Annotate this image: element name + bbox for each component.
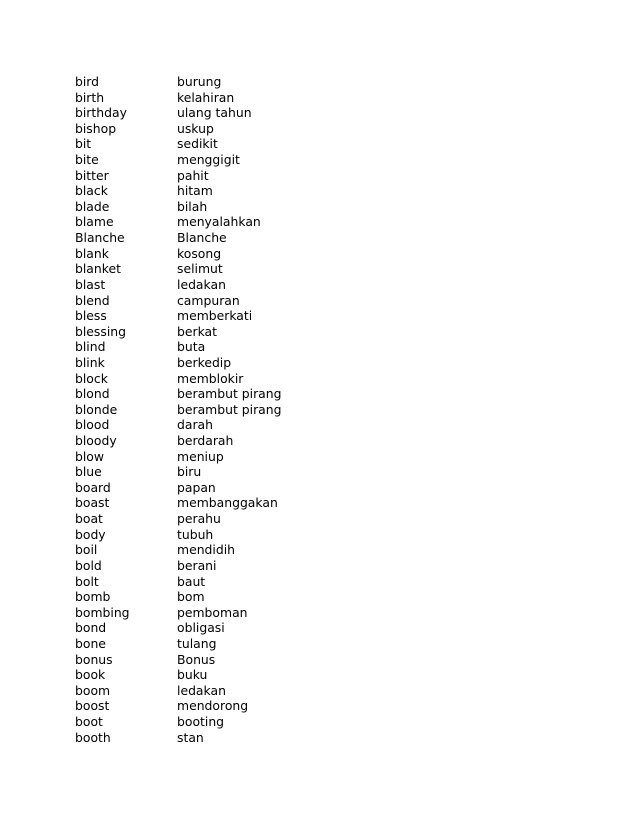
- indonesian-translation: pahit: [177, 167, 209, 183]
- english-word: bonus: [75, 651, 113, 667]
- indonesian-translation: kosong: [177, 245, 222, 261]
- english-word: blank: [75, 245, 109, 261]
- word-row: [75, 277, 281, 293]
- word-row: [75, 464, 281, 480]
- indonesian-translation: berkedip: [177, 354, 232, 370]
- word-row: [75, 574, 281, 590]
- english-word: block: [75, 370, 108, 386]
- word-row: [75, 480, 281, 496]
- word-row: [75, 698, 281, 714]
- indonesian-translation: berani: [177, 557, 217, 573]
- indonesian-translation: menggigit: [177, 152, 240, 168]
- english-word: boil: [75, 542, 98, 558]
- indonesian-translation: burung: [177, 74, 222, 89]
- word-list: [75, 74, 281, 745]
- indonesian-translation: campuran: [177, 292, 240, 308]
- word-row: [75, 152, 281, 168]
- english-word: boom: [75, 682, 111, 698]
- word-row: [75, 386, 281, 402]
- word-row: [75, 199, 281, 215]
- english-word: blessing: [75, 323, 127, 339]
- word-row: [75, 433, 281, 449]
- word-row: [75, 636, 281, 652]
- english-word: boot: [75, 713, 103, 729]
- word-row: [75, 293, 281, 309]
- word-row: [75, 261, 281, 277]
- word-row: [75, 371, 281, 387]
- indonesian-translation: tulang: [177, 635, 217, 651]
- english-word: blonde: [75, 401, 118, 417]
- indonesian-translation: uskup: [177, 120, 214, 136]
- word-row: [75, 605, 281, 621]
- indonesian-translation: berambut pirang: [177, 386, 282, 402]
- indonesian-translation: booting: [177, 713, 225, 729]
- english-word: bond: [75, 620, 107, 636]
- english-word: boast: [75, 495, 110, 511]
- indonesian-translation: hitam: [177, 183, 213, 199]
- english-word: bombing: [75, 604, 130, 620]
- indonesian-translation: berdarah: [177, 433, 234, 449]
- word-row: [75, 402, 281, 418]
- indonesian-translation: menyalahkan: [177, 214, 261, 230]
- word-row: [75, 246, 281, 262]
- english-word: blanket: [75, 261, 121, 277]
- english-word: birthday: [75, 105, 127, 121]
- word-row: [75, 105, 281, 121]
- word-row: [75, 683, 281, 699]
- word-row: [75, 620, 281, 636]
- indonesian-translation: sedikit: [177, 136, 218, 152]
- indonesian-translation: stan: [177, 729, 204, 745]
- word-row: [75, 74, 281, 90]
- english-word: blink: [75, 354, 105, 370]
- english-word: Blanche: [75, 230, 125, 246]
- indonesian-translation: bilah: [177, 198, 208, 214]
- english-word: blame: [75, 214, 114, 230]
- word-row: [75, 168, 281, 184]
- word-row: [75, 308, 281, 324]
- english-word: bishop: [75, 120, 117, 136]
- english-word: bit: [75, 136, 92, 152]
- indonesian-translation: berambut pirang: [177, 401, 282, 417]
- english-word: book: [75, 667, 106, 683]
- english-word: blow: [75, 448, 105, 464]
- word-row: [75, 667, 281, 683]
- english-word: board: [75, 479, 111, 495]
- word-row: [75, 121, 281, 137]
- indonesian-translation: membanggakan: [177, 495, 278, 511]
- word-row: [75, 542, 281, 558]
- indonesian-translation: obligasi: [177, 620, 225, 636]
- english-word: bless: [75, 308, 107, 324]
- indonesian-translation: papan: [177, 479, 216, 495]
- indonesian-translation: selimut: [177, 261, 223, 277]
- word-row: [75, 90, 281, 106]
- indonesian-translation: Bonus: [177, 651, 216, 667]
- indonesian-translation: memberkati: [177, 308, 253, 324]
- word-row: [75, 355, 281, 371]
- english-word: bolt: [75, 573, 99, 589]
- word-row: [75, 589, 281, 605]
- english-word: blind: [75, 339, 106, 355]
- indonesian-translation: ledakan: [177, 276, 226, 292]
- english-word: blast: [75, 276, 106, 292]
- indonesian-translation: baut: [177, 573, 206, 589]
- word-row: [75, 324, 281, 340]
- indonesian-translation: biru: [177, 464, 202, 480]
- english-word: blood: [75, 417, 110, 433]
- english-word: birth: [75, 89, 105, 105]
- indonesian-translation: buku: [177, 667, 208, 683]
- english-word: black: [75, 183, 108, 199]
- english-word: body: [75, 526, 106, 542]
- english-word: bite: [75, 152, 99, 168]
- english-word: bone: [75, 635, 106, 651]
- english-word: bloody: [75, 433, 117, 449]
- english-word: bomb: [75, 589, 111, 605]
- word-row: [75, 730, 281, 746]
- indonesian-translation: mendidih: [177, 542, 236, 558]
- indonesian-translation: buta: [177, 339, 206, 355]
- word-row: [75, 511, 281, 527]
- word-row: [75, 652, 281, 668]
- english-word: blond: [75, 386, 110, 402]
- word-row: [75, 339, 281, 355]
- english-word: bird: [75, 74, 100, 89]
- indonesian-translation: bom: [177, 589, 205, 605]
- english-word: boat: [75, 511, 103, 527]
- indonesian-translation: perahu: [177, 511, 221, 527]
- indonesian-translation: darah: [177, 417, 213, 433]
- english-word: booth: [75, 729, 111, 745]
- word-row: [75, 230, 281, 246]
- indonesian-translation: memblokir: [177, 370, 244, 386]
- word-row: [75, 136, 281, 152]
- indonesian-translation: pemboman: [177, 604, 248, 620]
- word-row: [75, 714, 281, 730]
- word-row: [75, 214, 281, 230]
- indonesian-translation: berkat: [177, 323, 217, 339]
- indonesian-translation: meniup: [177, 448, 224, 464]
- english-word: bitter: [75, 167, 109, 183]
- english-word: bold: [75, 557, 102, 573]
- word-row: [75, 417, 281, 433]
- indonesian-translation: Blanche: [177, 230, 227, 246]
- indonesian-translation: mendorong: [177, 698, 249, 714]
- indonesian-translation: ledakan: [177, 682, 226, 698]
- english-word: blade: [75, 198, 110, 214]
- english-word: blue: [75, 464, 102, 480]
- english-word: blend: [75, 292, 110, 308]
- english-word: boost: [75, 698, 110, 714]
- word-row: [75, 495, 281, 511]
- word-row: [75, 558, 281, 574]
- word-row: [75, 449, 281, 465]
- indonesian-translation: kelahiran: [177, 89, 235, 105]
- word-row: [75, 527, 281, 543]
- word-row: [75, 183, 281, 199]
- indonesian-translation: ulang tahun: [177, 105, 252, 121]
- indonesian-translation: tubuh: [177, 526, 214, 542]
